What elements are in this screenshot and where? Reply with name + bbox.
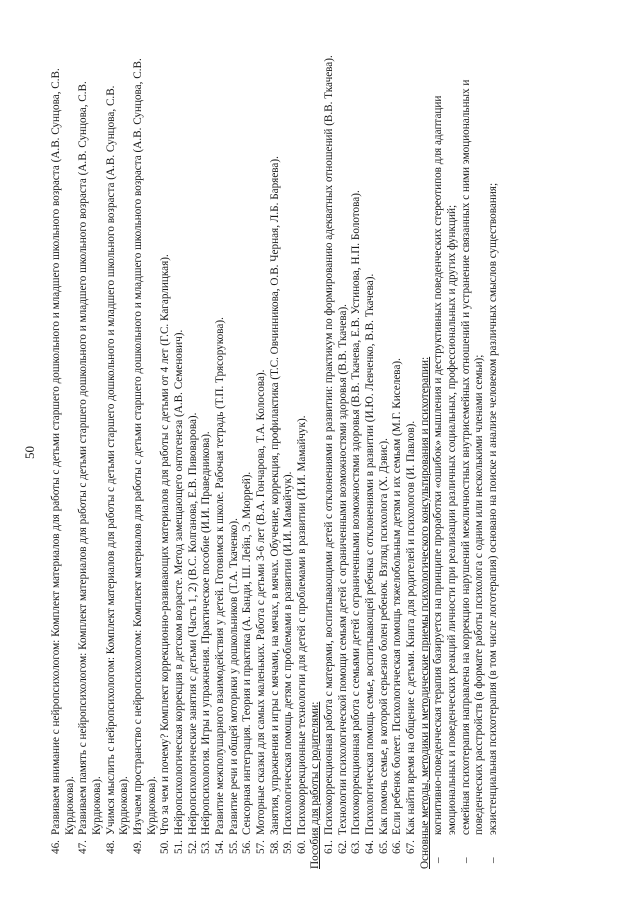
item-text: Развитие речи и общей моторики у дошкольников (Т.А. Ткаченко). [227,518,240,835]
item-number: 48. [104,840,117,854]
list-item [405,27,419,869]
list-item [105,27,132,869]
method-bullet-item [487,27,501,869]
item-number: 49. [131,840,144,854]
item-text: Нейропсихологические занятия с детьми (Часть 1, 2) (В.С. Колганова, Е.В. Пивоварова). [186,412,199,835]
bullet-dash: – [487,857,499,863]
list-item [200,27,214,869]
item-text: Что за чем и почему? Комплект коррекционно-развивающих материалов для работы с детьми от 4 лет (Г.С. Кагарлицкая). [159,254,172,835]
item-text: Как найти время на общение с детьми. Книга для родителей и психологов (И. Павлов). [405,420,418,835]
list-item [50,27,77,869]
method-text: семейная психотерапия направлена на коррекцию нарушений межличностных внутрисемейных отношений и устранение связанных с ними эмоциональных и поведенческих расстройств (в формате работы психолога с одним или несколькими членами семьи); [459,79,486,835]
item-text: Психокоррекционная работа с матерями, воспитывающими детей с отклонениями в развитии: практикум по формированию адекватных отношений (В.В. Ткачева). [323,55,336,835]
item-text: Нейропсихологическая коррекция в детском возрасте. Метод замещающего онтогенеза (А.В. Семенович). [172,329,185,835]
item-text: Развитие межполушарного взаимодействия у детей. Готовимся к школе. Рабочая тетрадь (Т.П. Трясорукова). [213,317,226,835]
item-number: 53. [200,840,213,854]
item-text: Нейропсихология. Игры и упражнения. Практическое пособие (И.И. Праведникова). [200,431,213,835]
item-text: Психокоррекционные технологии для детей с проблемами в развитии (И.И. Мамайчук). [295,415,308,835]
item-text: Развиваем внимание с нейропсихологом: Комплект материалов для работы с детьми старшего дошкольного и младшего школьного возраста (А.В. Сунцова, С.В. Курдюкова). [50,68,76,835]
list-item [391,27,405,869]
list-item [173,27,187,869]
item-number: 52. [186,840,199,854]
bullet-dash: – [432,857,445,863]
item-text: Моторные сказки для самых маленьких. Работа с детьми 3-6 лет (В.А. Гончарова, Т.А. Колосова). [254,369,267,835]
list-item [364,27,378,869]
page-content [50,27,501,869]
item-number: 55. [227,840,240,854]
list-item [214,27,228,869]
list-item [255,27,269,869]
parents-bibliography-list [323,27,419,869]
item-text: Учимся мыслить с нейропсихологом: Комплект материалов для работы с детьми старшего дошкольного и младшего школьного возраста (А.В. Сунцова, С.В. Курдюкова). [104,85,131,835]
methods-list [432,27,500,869]
item-text: Занятия, упражнения и игры с мячами, на мячах, в мячах. Обучение, коррекция, профилактика (Т.С. Овчинникова, О.В. Черная, Л.Б. Баряева). [268,156,281,835]
list-item [77,27,104,869]
item-number: 56. [241,840,254,854]
bibliography-list [50,27,309,869]
item-number: 60. [295,840,308,854]
item-text: Изучаем пространство с нейропсихологом: Комплект материалов для работы с детьми старшего дошкольного и младшего школьного возраста (А.В. Сунцова, С.В. Курдюкова). [131,58,158,835]
item-number: 66. [391,840,404,854]
item-number: 58. [268,840,281,854]
item-number: 62. [336,840,349,854]
list-item [159,27,173,869]
item-number: 54. [213,840,226,854]
list-item [337,27,351,869]
parents-section-heading: Пособия для работы с родителями: [309,701,322,869]
list-item [378,27,392,869]
item-number: 67. [405,840,418,854]
list-item [228,27,242,869]
item-number: 63. [350,840,363,854]
item-text: Развиваем память с нейропсихологом: Комплект материалов для работы с детьми старшего дошкольного и младшего школьного возраста (А.В. Сунцова, С.В. Курдюкова). [77,81,103,835]
list-item [241,27,255,869]
list-item [296,27,310,869]
item-text: Психокоррекционная работа с семьями детей с ограниченными возможностями здоровья (В.В. Ткачева, Е.В. Устинова, Н.П. Болотова). [350,190,363,835]
method-text: когнитивно-поведенческая терапия базируется на принципе проработки «ошибок» мышления и деструктивных поведенческих стереотипов для адаптации эмоциональных и поведенческих реакций личности при реализации различных социальных, профессиональных и других функций; [432,95,459,835]
item-text: Психологическая помощь детям с проблемами в развитии (И.И. Мамайчук). [282,471,295,835]
bullet-dash: – [459,857,472,863]
list-item [269,27,283,869]
item-number: 64. [364,840,377,854]
list-item [282,27,296,869]
method-bullet-item [460,27,487,869]
list-item [323,27,337,869]
item-number: 61. [323,840,336,854]
item-text: Сенсорная интеграция. Теория и практика (А. Банди, Ш. Лейн, Э. Мюррей). [241,471,254,835]
item-number: 57. [254,840,267,854]
item-text: Технологии психологической помощи семьям детей с ограниченными возможностями здоровья (В.В. Ткачева). [336,304,349,835]
item-number: 59. [282,840,295,854]
item-number: 50. [159,840,172,854]
page-number: 50 [22,446,37,459]
item-text: Как помочь семье, в которой серьезно болен ребенок. Взгляд психолога (Х. Дэвис). [377,438,390,835]
list-item [132,27,159,869]
item-text: Если ребенок болеет. Психологическая помощь тяжелобольным детям и их семьям (М.Г. Киселева). [391,358,404,835]
item-text: Психологическая помощь семье, воспитывающей ребенка с отклонениями в развитии (И.Ю. Левченко, В.В. Ткачева). [364,273,377,835]
list-item [350,27,364,869]
method-bullet-item [432,27,459,869]
item-number: 46. [50,840,62,854]
item-number: 51. [172,840,185,854]
list-item [187,27,201,869]
item-number: 65. [377,840,390,854]
methods-section-heading: Основные методы, методики и методические приемы психологического консультирования и психотерапии: [418,356,431,869]
item-number: 47. [77,840,90,854]
method-text: экзистенциальная психотерапия (в том числе логотерапия) основано на поиске и анализе человеком различных смыслов существования; [487,182,499,835]
